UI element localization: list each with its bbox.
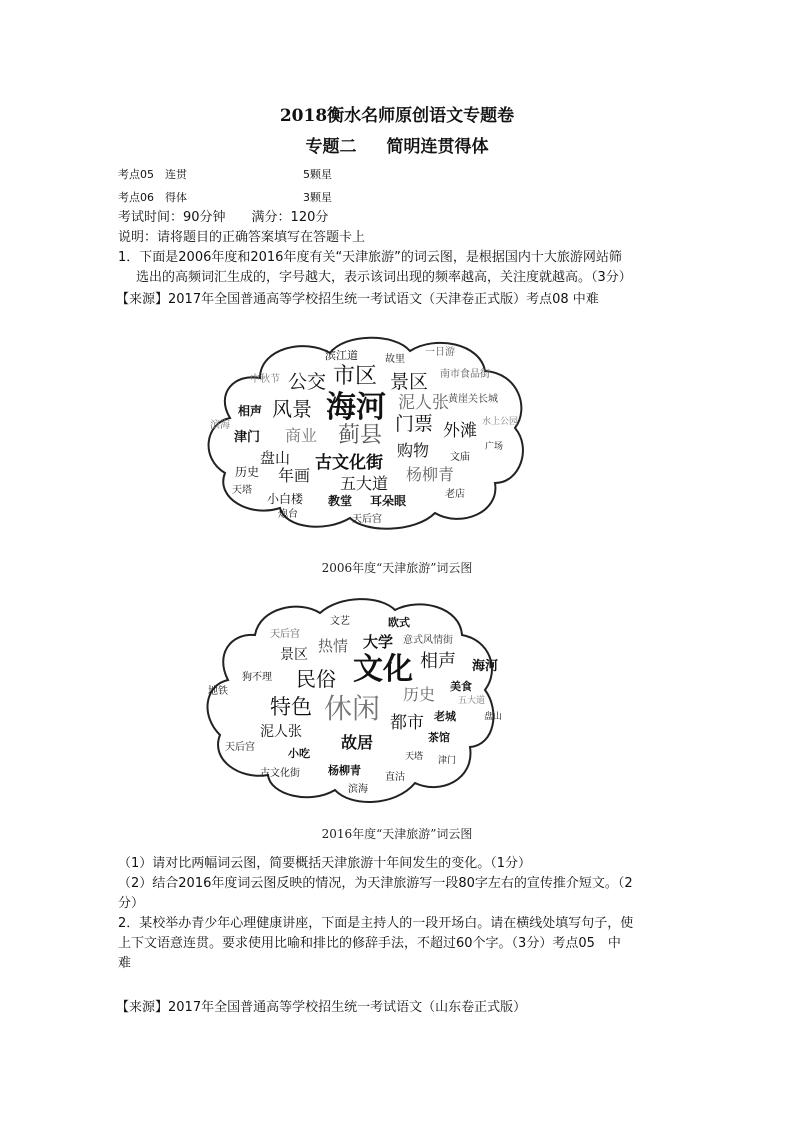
cloud-word: 茶馆 [428, 731, 450, 744]
cloud-word: 地铁 [208, 686, 228, 697]
cloud-word: 景区 [390, 371, 429, 393]
q1-sub1: （1）请对比两幅词云图，简要概括天津旅游十年间发生的变化。（1分） [118, 856, 532, 871]
cloud-word: 狗不理 [242, 672, 272, 683]
cloud-word: 一日游 [425, 347, 455, 358]
cloud-word: 杨柳青 [406, 465, 455, 484]
cloud-word: 文艺 [330, 616, 350, 627]
cloud-word: 盘山 [260, 449, 291, 467]
cloud-word: 五大道 [340, 474, 389, 493]
cloud-word: 文化 [353, 652, 413, 687]
cloud-word: 盘山 [484, 712, 503, 722]
kp1-label: 考点05 连贯 [118, 168, 187, 181]
wordcloud-2016 [200, 595, 503, 810]
q1-source: 【来源】2017年全国普通高等学校招生统一考试语文（天津卷正式版）考点08 中难 [116, 292, 599, 307]
cloud-word: 蓟县 [338, 423, 383, 448]
cloud-word: 欧式 [388, 616, 410, 629]
cloud-word: 古文化街 [315, 453, 383, 473]
cloud-word: 市区 [333, 364, 378, 389]
cloud-word: 津门 [438, 756, 457, 766]
cloud-word: 公交 [288, 371, 327, 393]
kp1-stars: 5颗星 [303, 168, 332, 181]
cloud-word: 滨海 [348, 784, 368, 795]
cloud-word: 南市食品街 [440, 369, 490, 380]
cloud-word: 天后宫 [225, 742, 255, 753]
subtitle-topic: 专题二 [305, 137, 357, 157]
cloud-word: 教堂 [328, 494, 353, 508]
cloud-word: 津门 [234, 430, 261, 445]
cloud-word: 风景 [272, 397, 312, 421]
cloud-word: 故居 [341, 733, 374, 752]
cloud-word: 故里 [385, 354, 405, 365]
cloud-word: 古文化街 [260, 768, 300, 779]
kp2-label: 考点06 得体 [118, 191, 187, 204]
kp2-stars: 3颗星 [303, 191, 332, 204]
cloud-word: 美食 [450, 680, 472, 693]
cloud-word: 滨海 [210, 420, 230, 431]
cloud-word: 年画 [278, 466, 311, 485]
cloud-word: 泥人张 [398, 393, 449, 413]
cloud-word: 历史 [235, 465, 260, 479]
wordcloud-2006 [200, 333, 530, 533]
cloud-word: 门票 [395, 413, 434, 435]
cloud-word: 相声 [238, 404, 263, 418]
cloud-word: 购物 [397, 441, 430, 460]
cloud-word: 小吃 [288, 747, 310, 760]
cloud-word: 泥人张 [260, 724, 302, 740]
cloud-word: 炮台 [278, 509, 298, 520]
cloud-word: 耳朵眼 [370, 494, 407, 508]
cloud-word: 天塔 [232, 485, 252, 496]
cloud-word: 热情 [318, 637, 349, 655]
cloud-word: 文庙 [450, 452, 470, 463]
cloud-word: 历史 [403, 685, 436, 704]
cloud-word: 五大道 [458, 696, 486, 706]
exam-note: 说明：请将题目的正确答案填写在答题卡上 [118, 230, 366, 245]
cloud-word: 外滩 [443, 421, 477, 441]
cloud-word: 滨江道 [325, 349, 358, 362]
cloud-word: 广场 [485, 442, 504, 452]
cloud-word: 海河 [326, 390, 386, 425]
q1-sub2-line1: （2）结合2016年度词云图反映的情况，为天津旅游写一段80字左右的宣传推介短文。（2 [118, 876, 633, 891]
cloud-word: 天塔 [405, 752, 424, 762]
cloud-word: 老城 [434, 710, 456, 723]
cloud-word: 相声 [420, 651, 456, 672]
cloud-word: 水上公园 [482, 417, 519, 427]
subtitle-name: 简明连贯得体 [386, 137, 489, 157]
cloud-word: 民俗 [296, 667, 336, 691]
page-subtitle [0, 132, 794, 157]
cloud-word: 意式风情街 [403, 635, 453, 646]
q2-source: 【来源】2017年全国普通高等学校招生统一考试语文（山东卷正式版） [116, 1000, 527, 1015]
cloud-word: 黄崖关长城 [448, 394, 498, 405]
cloud-word: 老店 [445, 489, 465, 500]
cloud-word: 休闲 [324, 692, 381, 725]
q2-line1: 2．某校举办青少年心理健康讲座，下面是主持人的一段开场白。请在横线处填写句子，使 [118, 916, 634, 931]
cloud-word: 都市 [390, 713, 424, 733]
q1-line2: 选出的高频词汇生成的，字号越大，表示该词出现的频率越高，关注度就越高。（3分） [136, 270, 632, 285]
cloud-word: 大学 [363, 633, 394, 651]
cloud-word: 小白楼 [267, 492, 304, 506]
q1-line1: 1．下面是2006年度和2016年度有关“天津旅游”的词云图，是根据国内十大旅游网站筛 [118, 250, 622, 265]
q1-sub2-line2: 分） [118, 896, 145, 911]
cloud-word: 商业 [285, 426, 318, 445]
q2-line2: 上下文语意连贯。要求使用比喻和排比的修辞手法，不超过60个字。（3分）考点05 中 [118, 936, 621, 951]
cloud-word: 天后宫 [270, 629, 300, 640]
cloud-word: 特色 [270, 695, 312, 719]
cloud-word: 直沽 [385, 772, 405, 783]
q2-line3: 难 [118, 956, 132, 971]
cloud-word: 海河 [472, 659, 499, 674]
caption-2006: 2006年度“天津旅游”词云图 [321, 561, 473, 575]
cloud-word: 杨柳青 [328, 764, 361, 777]
cloud-word: 景区 [280, 647, 308, 663]
cloud-word: 天后宫 [352, 514, 382, 525]
page-title: 2018衡水名师原创语文专题卷 [279, 106, 515, 126]
exam-time: 考试时间：90分钟 满分：120分 [118, 210, 329, 225]
caption-2016: 2016年度“天津旅游”词云图 [321, 827, 473, 841]
cloud-word: 中秋节 [250, 374, 280, 385]
